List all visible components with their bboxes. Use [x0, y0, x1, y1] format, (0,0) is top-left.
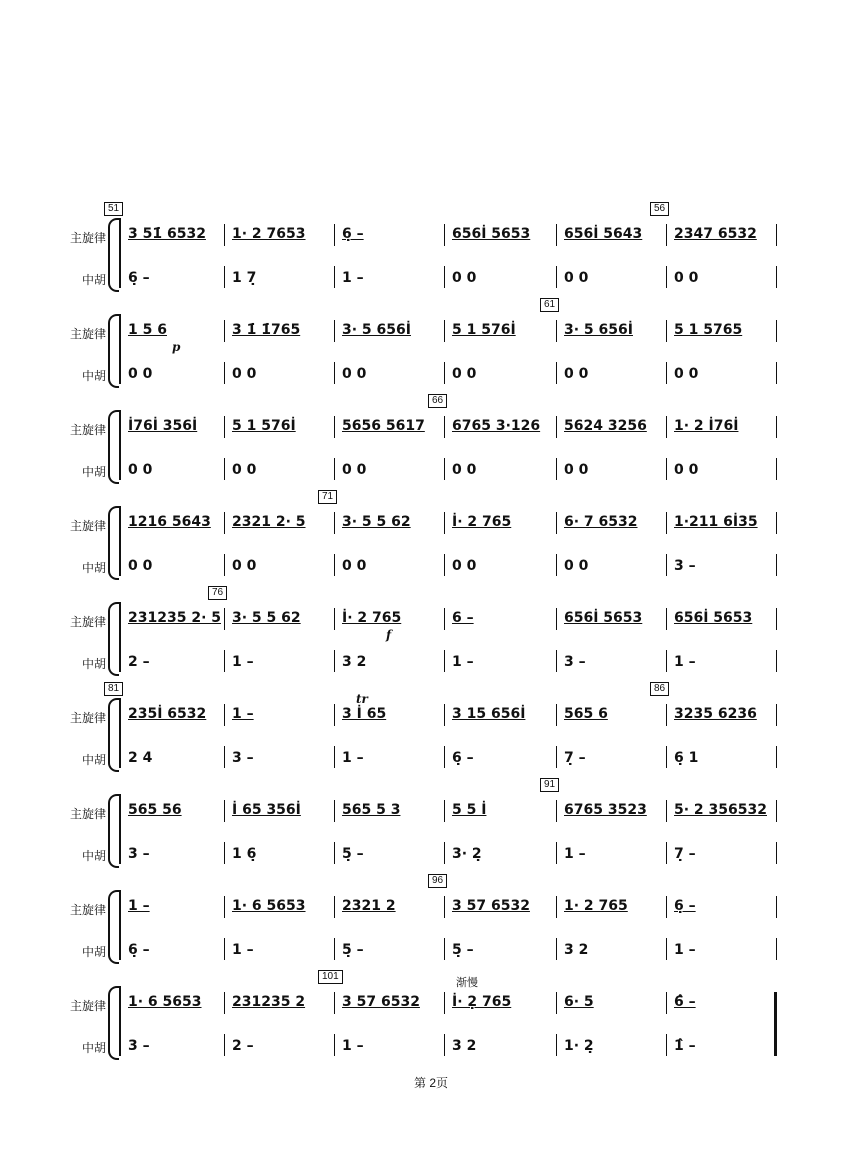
- zhonghu-measure: 0 0: [452, 270, 477, 286]
- zhonghu-part-label: 中胡: [81, 849, 106, 863]
- melody-part-label: 主旋律: [69, 807, 106, 821]
- melody-measure: 656İ 5643: [564, 226, 643, 242]
- zhonghu-part-label: 中胡: [81, 369, 106, 383]
- rehearsal-mark: 51: [104, 202, 123, 216]
- zhonghu-measure: 1̂ –: [674, 1038, 696, 1054]
- melody-measure: 6̣ –: [674, 898, 696, 914]
- melody-barline: [666, 512, 667, 534]
- melody-barline: [444, 512, 445, 534]
- melody-measure: 3 57 6532: [342, 994, 420, 1010]
- system-start-line: [119, 794, 121, 864]
- melody-barline: [666, 800, 667, 822]
- melody-measure: İ· 2 765: [452, 514, 512, 530]
- melody-measure: 565 6: [564, 706, 608, 722]
- system-start-line: [119, 986, 121, 1056]
- zhonghu-barline: [666, 746, 667, 768]
- zhonghu-measure: 1 –: [674, 942, 696, 958]
- melody-barline: [224, 224, 225, 246]
- zhonghu-barline: [556, 650, 557, 672]
- melody-measure: İ· 2 765: [342, 610, 402, 626]
- system-bracket: [108, 602, 119, 676]
- zhonghu-measure: 1 –: [452, 654, 474, 670]
- zhonghu-measure: 0 0: [674, 366, 699, 382]
- zhonghu-barline: [224, 842, 225, 864]
- zhonghu-barline: [444, 842, 445, 864]
- melody-measure: İ 65 356İ: [232, 802, 301, 818]
- zhonghu-barline: [224, 458, 225, 480]
- zhonghu-measure: 0 0: [128, 366, 153, 382]
- system-bracket: [108, 698, 119, 772]
- zhonghu-measure: 0 0: [452, 558, 477, 574]
- zhonghu-measure: 2 –: [128, 654, 150, 670]
- zhonghu-barline: [556, 1034, 557, 1056]
- zhonghu-measure: 1· 2̣: [564, 1038, 594, 1054]
- melody-barline: [224, 896, 225, 918]
- melody-part-label: 主旋律: [69, 327, 106, 341]
- melody-barline: [334, 608, 335, 630]
- melody-measure: İ76İ 356İ: [128, 418, 198, 434]
- melody-barline: [334, 704, 335, 726]
- melody-measure: 1· 6 5653: [232, 898, 306, 914]
- system-bracket: [108, 506, 119, 580]
- melody-barline: [334, 800, 335, 822]
- score-system: [0, 299, 862, 388]
- zhonghu-measure: 7̣ –: [674, 846, 696, 862]
- zhonghu-barline: [334, 746, 335, 768]
- zhonghu-barline: [334, 938, 335, 960]
- score-system: [0, 587, 862, 676]
- system-bracket: [108, 314, 119, 388]
- system-bracket: [108, 794, 119, 868]
- zhonghu-barline: [666, 1034, 667, 1056]
- zhonghu-barline: [334, 554, 335, 576]
- zhonghu-measure: 1 –: [342, 270, 364, 286]
- zhonghu-barline: [444, 362, 445, 384]
- melody-measure: 1·211 6İ35: [674, 514, 758, 530]
- melody-measure: 565 56: [128, 802, 182, 818]
- melody-barline: [666, 416, 667, 438]
- melody-part-label: 主旋律: [69, 519, 106, 533]
- melody-measure: 5 5 İ: [452, 802, 487, 818]
- zhonghu-measure: 5̣ –: [452, 942, 474, 958]
- zhonghu-barline: [776, 362, 777, 384]
- melody-barline: [334, 416, 335, 438]
- zhonghu-part-label: 中胡: [81, 657, 106, 671]
- melody-measure: 3 57 6532: [452, 898, 530, 914]
- zhonghu-measure: 0 0: [342, 558, 367, 574]
- melody-barline: [224, 608, 225, 630]
- system-start-line: [119, 698, 121, 768]
- melody-measure: 6· 7 6532: [564, 514, 638, 530]
- zhonghu-barline: [666, 650, 667, 672]
- zhonghu-measure: 1 –: [232, 942, 254, 958]
- zhonghu-barline: [776, 650, 777, 672]
- zhonghu-barline: [666, 938, 667, 960]
- melody-barline: [224, 320, 225, 342]
- melody-measure: 1 –: [128, 898, 150, 914]
- rehearsal-mark: 61: [540, 298, 559, 312]
- zhonghu-part-label: 中胡: [81, 753, 106, 767]
- score-system: [0, 491, 862, 580]
- zhonghu-measure: 3 2: [564, 942, 589, 958]
- zhonghu-measure: 0 0: [564, 462, 589, 478]
- melody-barline: [666, 992, 667, 1014]
- zhonghu-measure: 3 –: [674, 558, 696, 574]
- melody-barline: [556, 896, 557, 918]
- zhonghu-measure: 0 0: [342, 462, 367, 478]
- melody-measure: 3 15 656İ: [452, 706, 526, 722]
- zhonghu-measure: 3 –: [128, 1038, 150, 1054]
- melody-measure: 2321 2· 5: [232, 514, 306, 530]
- melody-part-label: 主旋律: [69, 711, 106, 725]
- final-barline: [774, 992, 777, 1056]
- zhonghu-barline: [666, 458, 667, 480]
- melody-measure: 5· 2 356532: [674, 802, 767, 818]
- melody-barline: [776, 512, 777, 534]
- zhonghu-measure: 3 2: [452, 1038, 477, 1054]
- rehearsal-mark: 81: [104, 682, 123, 696]
- melody-barline: [224, 992, 225, 1014]
- zhonghu-measure: 6̣ 1: [674, 750, 699, 766]
- score-system: [0, 203, 862, 292]
- zhonghu-measure: 0 0: [564, 270, 589, 286]
- melody-part-label: 主旋律: [69, 615, 106, 629]
- zhonghu-measure: 5̣ –: [342, 942, 364, 958]
- system-start-line: [119, 218, 121, 288]
- zhonghu-measure: 3 2: [342, 654, 367, 670]
- zhonghu-barline: [556, 938, 557, 960]
- rehearsal-mark: 86: [650, 682, 669, 696]
- melody-measure: 3235 6236: [674, 706, 757, 722]
- score-system: [0, 395, 862, 484]
- melody-measure: 2321 2: [342, 898, 396, 914]
- zhonghu-measure: 1 –: [564, 846, 586, 862]
- melody-barline: [444, 224, 445, 246]
- melody-measure: 1· 2 765: [564, 898, 628, 914]
- melody-barline: [556, 512, 557, 534]
- melody-measure: 1 5 6: [128, 322, 167, 338]
- melody-barline: [666, 896, 667, 918]
- melody-measure: 656İ 5653: [564, 610, 643, 626]
- system-start-line: [119, 314, 121, 384]
- melody-measure: 5656 5617: [342, 418, 425, 434]
- zhonghu-barline: [666, 554, 667, 576]
- zhonghu-part-label: 中胡: [81, 465, 106, 479]
- melody-part-label: 主旋律: [69, 999, 106, 1013]
- melody-barline: [444, 992, 445, 1014]
- zhonghu-barline: [224, 362, 225, 384]
- melody-measure: 5 1 576İ: [232, 418, 296, 434]
- melody-barline: [444, 800, 445, 822]
- melody-barline: [666, 320, 667, 342]
- zhonghu-barline: [666, 266, 667, 288]
- melody-measure: 656İ 5653: [452, 226, 531, 242]
- system-bracket: [108, 410, 119, 484]
- melody-measure: 235İ 6532: [128, 706, 207, 722]
- melody-measure: 5624 3256: [564, 418, 647, 434]
- melody-barline: [556, 992, 557, 1014]
- zhonghu-barline: [776, 842, 777, 864]
- zhonghu-barline: [556, 458, 557, 480]
- melody-measure: 6̂ –: [674, 994, 696, 1010]
- zhonghu-barline: [224, 746, 225, 768]
- melody-barline: [666, 608, 667, 630]
- zhonghu-measure: 6̣ –: [452, 750, 474, 766]
- melody-barline: [776, 800, 777, 822]
- zhonghu-measure: 0 0: [342, 366, 367, 382]
- melody-measure: 565 5 3: [342, 802, 401, 818]
- zhonghu-measure: 1 –: [342, 1038, 364, 1054]
- score-system: [0, 875, 862, 964]
- zhonghu-barline: [776, 554, 777, 576]
- zhonghu-barline: [556, 842, 557, 864]
- zhonghu-measure: 0 0: [564, 558, 589, 574]
- melody-barline: [334, 512, 335, 534]
- zhonghu-barline: [444, 266, 445, 288]
- zhonghu-measure: 0 0: [232, 462, 257, 478]
- melody-barline: [334, 896, 335, 918]
- zhonghu-barline: [444, 458, 445, 480]
- zhonghu-measure: 1 7̣: [232, 270, 257, 286]
- melody-barline: [776, 896, 777, 918]
- rehearsal-mark: 101: [318, 970, 343, 984]
- rehearsal-mark: 66: [428, 394, 447, 408]
- zhonghu-barline: [224, 1034, 225, 1056]
- melody-barline: [334, 320, 335, 342]
- zhonghu-barline: [666, 842, 667, 864]
- system-start-line: [119, 890, 121, 960]
- melody-measure: 5 1 5765: [674, 322, 743, 338]
- melody-measure: 1· 2 İ76İ: [674, 418, 739, 434]
- zhonghu-measure: 6̣ –: [128, 942, 150, 958]
- melody-measure: 6̣ –: [342, 226, 364, 242]
- zhonghu-barline: [334, 458, 335, 480]
- zhonghu-barline: [556, 746, 557, 768]
- dynamic-marking: f: [386, 628, 392, 642]
- zhonghu-measure: 3 –: [232, 750, 254, 766]
- zhonghu-measure: 0 0: [452, 462, 477, 478]
- melody-measure: 231235 2· 5: [128, 610, 221, 626]
- melody-barline: [444, 320, 445, 342]
- melody-barline: [444, 704, 445, 726]
- melody-measure: 656İ 5653: [674, 610, 753, 626]
- zhonghu-measure: 0 0: [452, 366, 477, 382]
- zhonghu-barline: [444, 746, 445, 768]
- melody-measure: 3 İ 65: [342, 706, 387, 722]
- melody-barline: [444, 896, 445, 918]
- zhonghu-measure: 0 0: [674, 270, 699, 286]
- melody-measure: 1· 6 5653: [128, 994, 202, 1010]
- zhonghu-barline: [224, 938, 225, 960]
- zhonghu-barline: [444, 1034, 445, 1056]
- melody-barline: [224, 800, 225, 822]
- rehearsal-mark: 76: [208, 586, 227, 600]
- melody-barline: [556, 704, 557, 726]
- zhonghu-measure: 0 0: [232, 558, 257, 574]
- melody-barline: [776, 224, 777, 246]
- zhonghu-measure: 0 0: [674, 462, 699, 478]
- melody-part-label: 主旋律: [69, 423, 106, 437]
- melody-part-label: 主旋律: [69, 903, 106, 917]
- melody-barline: [224, 416, 225, 438]
- melody-measure: 231235 2: [232, 994, 306, 1010]
- zhonghu-measure: 5̣ –: [342, 846, 364, 862]
- zhonghu-part-label: 中胡: [81, 1041, 106, 1055]
- melody-barline: [444, 608, 445, 630]
- melody-measure: 1216 5643: [128, 514, 211, 530]
- dynamic-marking: p: [172, 340, 181, 354]
- melody-barline: [556, 416, 557, 438]
- zhonghu-barline: [444, 650, 445, 672]
- zhonghu-measure: 0 0: [128, 558, 153, 574]
- zhonghu-barline: [334, 650, 335, 672]
- melody-measure: 3· 5 5 62: [232, 610, 301, 626]
- melody-barline: [776, 704, 777, 726]
- melody-measure: 6765 3523: [564, 802, 647, 818]
- melody-measure: 1 –: [232, 706, 254, 722]
- melody-measure: İ· 2̣ 765: [452, 994, 512, 1010]
- score-system: [0, 971, 862, 1060]
- melody-measure: 6· 5: [564, 994, 594, 1010]
- melody-measure: 3· 5 5 62: [342, 514, 411, 530]
- zhonghu-barline: [776, 746, 777, 768]
- trill-marking: tr: [356, 692, 368, 706]
- melody-measure: 5 1 576İ: [452, 322, 516, 338]
- melody-measure: 3· 5 656İ: [342, 322, 411, 338]
- zhonghu-barline: [666, 362, 667, 384]
- zhonghu-barline: [334, 362, 335, 384]
- zhonghu-measure: 3 –: [564, 654, 586, 670]
- zhonghu-measure: 2 –: [232, 1038, 254, 1054]
- zhonghu-measure: 3· 2̣: [452, 846, 482, 862]
- melody-barline: [444, 416, 445, 438]
- zhonghu-barline: [334, 1034, 335, 1056]
- zhonghu-measure: 1 6̣: [232, 846, 257, 862]
- melody-barline: [666, 224, 667, 246]
- system-start-line: [119, 506, 121, 576]
- system-start-line: [119, 410, 121, 480]
- melody-measure: 6 –: [452, 610, 474, 626]
- rehearsal-mark: 56: [650, 202, 669, 216]
- zhonghu-barline: [556, 266, 557, 288]
- system-bracket: [108, 890, 119, 964]
- score-system: [0, 683, 862, 772]
- zhonghu-measure: 0 0: [564, 366, 589, 382]
- zhonghu-barline: [334, 842, 335, 864]
- zhonghu-measure: 1 –: [674, 654, 696, 670]
- melody-part-label: 主旋律: [69, 231, 106, 245]
- melody-measure: 2347 6532: [674, 226, 757, 242]
- melody-barline: [556, 800, 557, 822]
- tempo-marking: 渐慢: [456, 977, 478, 989]
- zhonghu-barline: [776, 938, 777, 960]
- melody-barline: [556, 224, 557, 246]
- melody-barline: [224, 512, 225, 534]
- rehearsal-mark: 71: [318, 490, 337, 504]
- zhonghu-barline: [556, 554, 557, 576]
- zhonghu-measure: 0 0: [232, 366, 257, 382]
- melody-measure: 1· 2 7653: [232, 226, 306, 242]
- melody-barline: [556, 320, 557, 342]
- zhonghu-part-label: 中胡: [81, 561, 106, 575]
- melody-measure: 3· 5 656İ: [564, 322, 633, 338]
- page-number: 第 2页: [413, 1076, 448, 1090]
- zhonghu-barline: [444, 554, 445, 576]
- zhonghu-measure: 7̣ –: [564, 750, 586, 766]
- melody-barline: [334, 224, 335, 246]
- zhonghu-measure: 1 –: [342, 750, 364, 766]
- zhonghu-barline: [224, 554, 225, 576]
- zhonghu-measure: 2 4: [128, 750, 153, 766]
- melody-measure: 3 1̇ 1̇765: [232, 322, 301, 338]
- zhonghu-part-label: 中胡: [81, 273, 106, 287]
- melody-barline: [666, 704, 667, 726]
- zhonghu-barline: [224, 650, 225, 672]
- melody-barline: [334, 992, 335, 1014]
- system-start-line: [119, 602, 121, 672]
- zhonghu-measure: 3 –: [128, 846, 150, 862]
- zhonghu-measure: 1 –: [232, 654, 254, 670]
- system-bracket: [108, 986, 119, 1060]
- system-bracket: [108, 218, 119, 292]
- zhonghu-barline: [776, 266, 777, 288]
- zhonghu-barline: [334, 266, 335, 288]
- zhonghu-part-label: 中胡: [81, 945, 106, 959]
- melody-barline: [776, 608, 777, 630]
- melody-barline: [776, 416, 777, 438]
- melody-barline: [556, 608, 557, 630]
- zhonghu-barline: [556, 362, 557, 384]
- melody-measure: 3 51̇ 6532: [128, 226, 206, 242]
- zhonghu-barline: [776, 458, 777, 480]
- melody-barline: [224, 704, 225, 726]
- rehearsal-mark: 96: [428, 874, 447, 888]
- zhonghu-measure: 6̣ –: [128, 270, 150, 286]
- score-system: [0, 779, 862, 868]
- zhonghu-barline: [224, 266, 225, 288]
- melody-barline: [776, 320, 777, 342]
- rehearsal-mark: 91: [540, 778, 559, 792]
- melody-measure: 6765 3·126: [452, 418, 541, 434]
- zhonghu-barline: [444, 938, 445, 960]
- zhonghu-measure: 0 0: [128, 462, 153, 478]
